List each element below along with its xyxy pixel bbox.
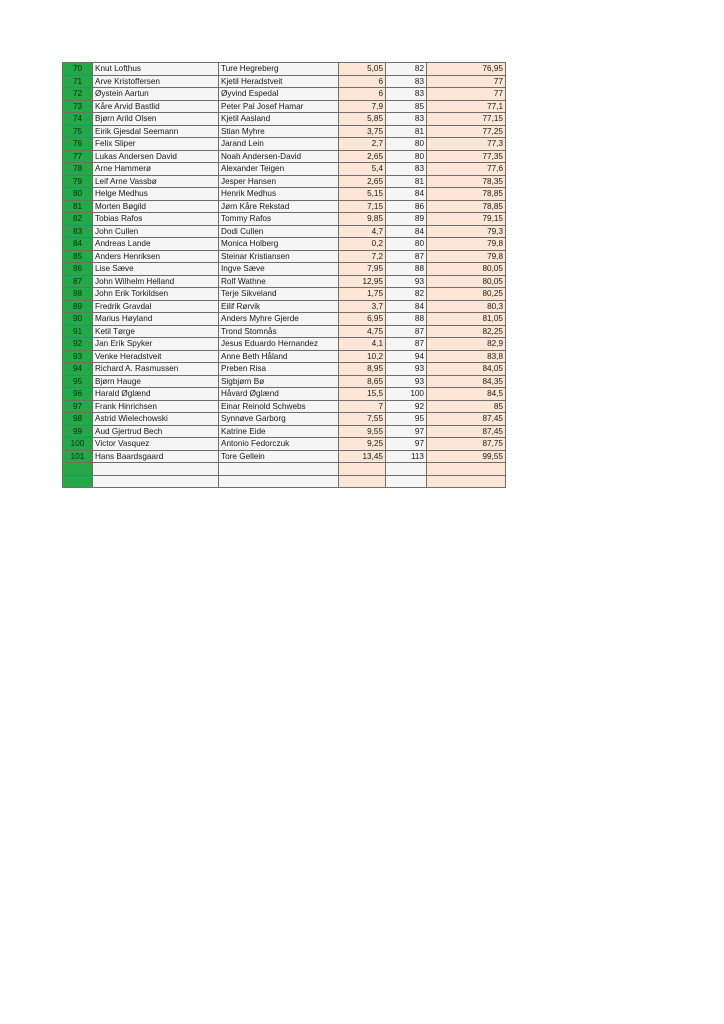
table-row [63,400,506,413]
player2-cell: Håvard Øglænd [219,388,339,401]
score-c-cell: 82,9 [427,338,506,351]
score-c-cell: 82,25 [427,325,506,338]
table-row [63,338,506,351]
score-c-cell: 77,25 [427,125,506,138]
table-row [63,63,506,76]
rank-cell: 78 [63,163,93,176]
score-a-cell: 4,7 [339,225,386,238]
player2-cell: Jarand Lein [219,138,339,151]
score-b-cell: 97 [386,425,427,438]
score-a-cell: 7,15 [339,200,386,213]
player2-cell: Antonio Fedorczuk [219,438,339,451]
score-b-cell: 83 [386,163,427,176]
score-b-cell: 84 [386,188,427,201]
score-a-cell: 7 [339,400,386,413]
player1-cell: Richard A. Rasmussen [93,363,219,376]
player1-cell: Anders Henriksen [93,250,219,263]
score-c-cell: 80,05 [427,263,506,276]
rank-cell: 93 [63,350,93,363]
rank-cell: 76 [63,138,93,151]
player2-cell: Synnøve Garborg [219,413,339,426]
score-a-cell: 8,95 [339,363,386,376]
table-row [63,225,506,238]
player1-cell: Leif Arne Vassbø [93,175,219,188]
player2-cell: Anne Beth Håland [219,350,339,363]
rank-cell: 92 [63,338,93,351]
rank-cell: 101 [63,450,93,463]
player1-cell: Harald Øglænd [93,388,219,401]
score-a-cell: 9,55 [339,425,386,438]
player2-cell: Peter Pal Josef Hamar [219,100,339,113]
score-c-cell: 77,15 [427,113,506,126]
score-a-cell: 5,05 [339,63,386,76]
player2-cell: Ture Hegreberg [219,63,339,76]
score-c-cell: 84,5 [427,388,506,401]
table-row [63,238,506,251]
table-row [63,250,506,263]
score-b-cell: 80 [386,138,427,151]
player1-cell: Felix Sliper [93,138,219,151]
results-table [62,62,506,488]
score-a-cell: 9,25 [339,438,386,451]
player2-cell: Stian Myhre [219,125,339,138]
rank-cell: 72 [63,88,93,101]
results-sheet [62,62,505,488]
score-c-cell: 78,35 [427,175,506,188]
player2-cell: Rolf Wathne [219,275,339,288]
player2-cell: Terje Sikveland [219,288,339,301]
score-c-cell: 79,8 [427,250,506,263]
rank-cell: 71 [63,75,93,88]
table-row [63,300,506,313]
player2-cell: Steinar Kristiansen [219,250,339,263]
score-c-cell: 87,45 [427,425,506,438]
player2-cell: Ingve Sæve [219,263,339,276]
player1-cell: Jan Erik Spyker [93,338,219,351]
player1-cell: Arve Kristoffersen [93,75,219,88]
rank-cell [63,463,93,476]
score-a-cell: 12,95 [339,275,386,288]
score-a-cell: 2,65 [339,175,386,188]
score-b-cell: 88 [386,313,427,326]
player1-cell: Victor Vasquez [93,438,219,451]
player2-cell: Preben Risa [219,363,339,376]
score-b-cell: 93 [386,375,427,388]
rank-cell: 91 [63,325,93,338]
table-row [63,200,506,213]
player1-cell: Marius Høyland [93,313,219,326]
player1-cell: Aud Gjertrud Bech [93,425,219,438]
score-a-cell: 7,55 [339,413,386,426]
score-c-cell: 77 [427,88,506,101]
player2-cell: Tore Gellein [219,450,339,463]
player2-cell: Einar Reinold Schwebs [219,400,339,413]
score-a-cell: 5,4 [339,163,386,176]
table-row [63,325,506,338]
score-c-cell: 85 [427,400,506,413]
player2-cell: Dodi Cullen [219,225,339,238]
player2-cell: Monica Holberg [219,238,339,251]
table-row [63,263,506,276]
score-b-cell: 87 [386,325,427,338]
score-a-cell: 4,1 [339,338,386,351]
score-a-cell: 5,85 [339,113,386,126]
table-row [63,100,506,113]
rank-cell: 90 [63,313,93,326]
score-a-cell: 10,2 [339,350,386,363]
table-row [63,388,506,401]
table-row [63,150,506,163]
score-a-cell: 7,2 [339,250,386,263]
rank-cell: 86 [63,263,93,276]
table-row [63,175,506,188]
player1-cell: Morten Bøgild [93,200,219,213]
score-b-cell: 83 [386,88,427,101]
rank-cell: 98 [63,413,93,426]
table-row [63,438,506,451]
score-c-cell [427,475,506,488]
rank-cell: 82 [63,213,93,226]
player2-cell: Anders Myhre Gjerde [219,313,339,326]
score-a-cell: 3,7 [339,300,386,313]
score-a-cell: 6,95 [339,313,386,326]
rank-cell: 95 [63,375,93,388]
player2-cell: Jørn Kåre Rekstad [219,200,339,213]
player1-cell: Bjørn Hauge [93,375,219,388]
score-c-cell: 99,55 [427,450,506,463]
score-b-cell: 84 [386,300,427,313]
table-row [63,413,506,426]
score-c-cell: 87,45 [427,413,506,426]
rank-cell: 97 [63,400,93,413]
table-row [63,213,506,226]
score-c-cell: 84,05 [427,363,506,376]
score-b-cell [386,475,427,488]
score-c-cell: 79,3 [427,225,506,238]
player1-cell: Eirik Gjesdal Seemann [93,125,219,138]
score-a-cell: 2,65 [339,150,386,163]
score-c-cell: 77 [427,75,506,88]
player2-cell: Jesus Eduardo Hernandez [219,338,339,351]
score-b-cell: 81 [386,125,427,138]
score-a-cell: 4,75 [339,325,386,338]
score-c-cell: 77,6 [427,163,506,176]
score-a-cell: 0,2 [339,238,386,251]
table-row [63,138,506,151]
player2-cell: Alexander Teigen [219,163,339,176]
score-c-cell: 77,3 [427,138,506,151]
player2-cell: Øyvind Espedal [219,88,339,101]
score-b-cell: 87 [386,338,427,351]
player1-cell [93,475,219,488]
score-a-cell: 2,7 [339,138,386,151]
rank-cell: 70 [63,63,93,76]
rank-cell: 74 [63,113,93,126]
player1-cell: Hans Baardsgaard [93,450,219,463]
score-b-cell: 113 [386,450,427,463]
table-row [63,163,506,176]
player2-cell: Kjetil Heradstveit [219,75,339,88]
table-row [63,363,506,376]
player2-cell [219,475,339,488]
score-c-cell: 79,15 [427,213,506,226]
player2-cell: Kjetil Aasland [219,113,339,126]
score-b-cell: 100 [386,388,427,401]
rank-cell [63,475,93,488]
rank-cell: 84 [63,238,93,251]
player1-cell: Arne Hammerø [93,163,219,176]
rank-cell: 83 [63,225,93,238]
score-b-cell: 84 [386,225,427,238]
score-b-cell: 94 [386,350,427,363]
score-a-cell: 7,9 [339,100,386,113]
player1-cell: Tobias Rafos [93,213,219,226]
score-b-cell: 92 [386,400,427,413]
score-b-cell: 93 [386,363,427,376]
score-a-cell [339,463,386,476]
player1-cell: Fredrik Gravdal [93,300,219,313]
table-row [63,75,506,88]
rank-cell: 85 [63,250,93,263]
rank-cell: 87 [63,275,93,288]
player1-cell: Øystein Aartun [93,88,219,101]
score-a-cell: 7,95 [339,263,386,276]
score-a-cell: 15,5 [339,388,386,401]
player2-cell: Katrine Eide [219,425,339,438]
score-a-cell: 6 [339,75,386,88]
table-row [63,450,506,463]
rank-cell: 80 [63,188,93,201]
player1-cell: Knut Lofthus [93,63,219,76]
table-row [63,113,506,126]
player1-cell: Ketil Tørge [93,325,219,338]
rank-cell: 73 [63,100,93,113]
player2-cell: Henrik Medhus [219,188,339,201]
score-a-cell [339,475,386,488]
score-b-cell: 82 [386,63,427,76]
table-row [63,475,506,488]
score-c-cell: 80,05 [427,275,506,288]
score-a-cell: 5,15 [339,188,386,201]
player1-cell: Andreas Lande [93,238,219,251]
player1-cell: Lukas Andersen David [93,150,219,163]
rank-cell: 96 [63,388,93,401]
score-c-cell: 83,8 [427,350,506,363]
results-table-body [63,63,506,488]
player2-cell [219,463,339,476]
score-c-cell: 80,25 [427,288,506,301]
score-c-cell: 84,35 [427,375,506,388]
rank-cell: 77 [63,150,93,163]
score-b-cell: 82 [386,288,427,301]
table-row [63,88,506,101]
score-a-cell: 3,75 [339,125,386,138]
score-b-cell: 80 [386,238,427,251]
rank-cell: 79 [63,175,93,188]
rank-cell: 81 [63,200,93,213]
player2-cell: Sigbjørn Bø [219,375,339,388]
score-a-cell: 8,65 [339,375,386,388]
score-c-cell: 78,85 [427,188,506,201]
table-row [63,463,506,476]
score-a-cell: 9,85 [339,213,386,226]
score-b-cell: 87 [386,250,427,263]
score-c-cell: 87,75 [427,438,506,451]
table-row [63,375,506,388]
table-row [63,275,506,288]
player2-cell: Jesper Hansen [219,175,339,188]
rank-cell: 99 [63,425,93,438]
player2-cell: Trond Stomnås [219,325,339,338]
player2-cell: Tommy Rafos [219,213,339,226]
table-row [63,125,506,138]
score-b-cell: 89 [386,213,427,226]
rank-cell: 94 [63,363,93,376]
player1-cell: John Cullen [93,225,219,238]
player1-cell: Astrid Wielechowski [93,413,219,426]
score-c-cell: 76,95 [427,63,506,76]
score-b-cell: 80 [386,150,427,163]
player1-cell: John Wilhelm Helland [93,275,219,288]
player2-cell: Noah Andersen-David [219,150,339,163]
score-c-cell: 77,35 [427,150,506,163]
score-b-cell: 93 [386,275,427,288]
score-c-cell: 78,85 [427,200,506,213]
score-a-cell: 1,75 [339,288,386,301]
rank-cell: 88 [63,288,93,301]
score-c-cell: 79,8 [427,238,506,251]
score-a-cell: 6 [339,88,386,101]
table-row [63,188,506,201]
score-b-cell: 85 [386,100,427,113]
rank-cell: 75 [63,125,93,138]
score-b-cell: 97 [386,438,427,451]
score-a-cell: 13,45 [339,450,386,463]
rank-cell: 89 [63,300,93,313]
table-row [63,313,506,326]
table-row [63,288,506,301]
player1-cell [93,463,219,476]
table-row [63,350,506,363]
score-c-cell: 77,1 [427,100,506,113]
score-c-cell: 81,05 [427,313,506,326]
player2-cell: Eilif Rørvik [219,300,339,313]
score-b-cell: 88 [386,263,427,276]
player1-cell: Kåre Arvid Bastlid [93,100,219,113]
score-c-cell [427,463,506,476]
score-b-cell: 86 [386,200,427,213]
score-b-cell: 81 [386,175,427,188]
player1-cell: Frank Hinrichsen [93,400,219,413]
player1-cell: Venke Heradstveit [93,350,219,363]
player1-cell: Helge Medhus [93,188,219,201]
player1-cell: Bjørn Arild Olsen [93,113,219,126]
score-b-cell: 95 [386,413,427,426]
rank-cell: 100 [63,438,93,451]
score-c-cell: 80,3 [427,300,506,313]
score-b-cell: 83 [386,75,427,88]
score-b-cell: 83 [386,113,427,126]
player1-cell: John Erik Torkildsen [93,288,219,301]
player1-cell: Lise Sæve [93,263,219,276]
table-row [63,425,506,438]
score-b-cell [386,463,427,476]
